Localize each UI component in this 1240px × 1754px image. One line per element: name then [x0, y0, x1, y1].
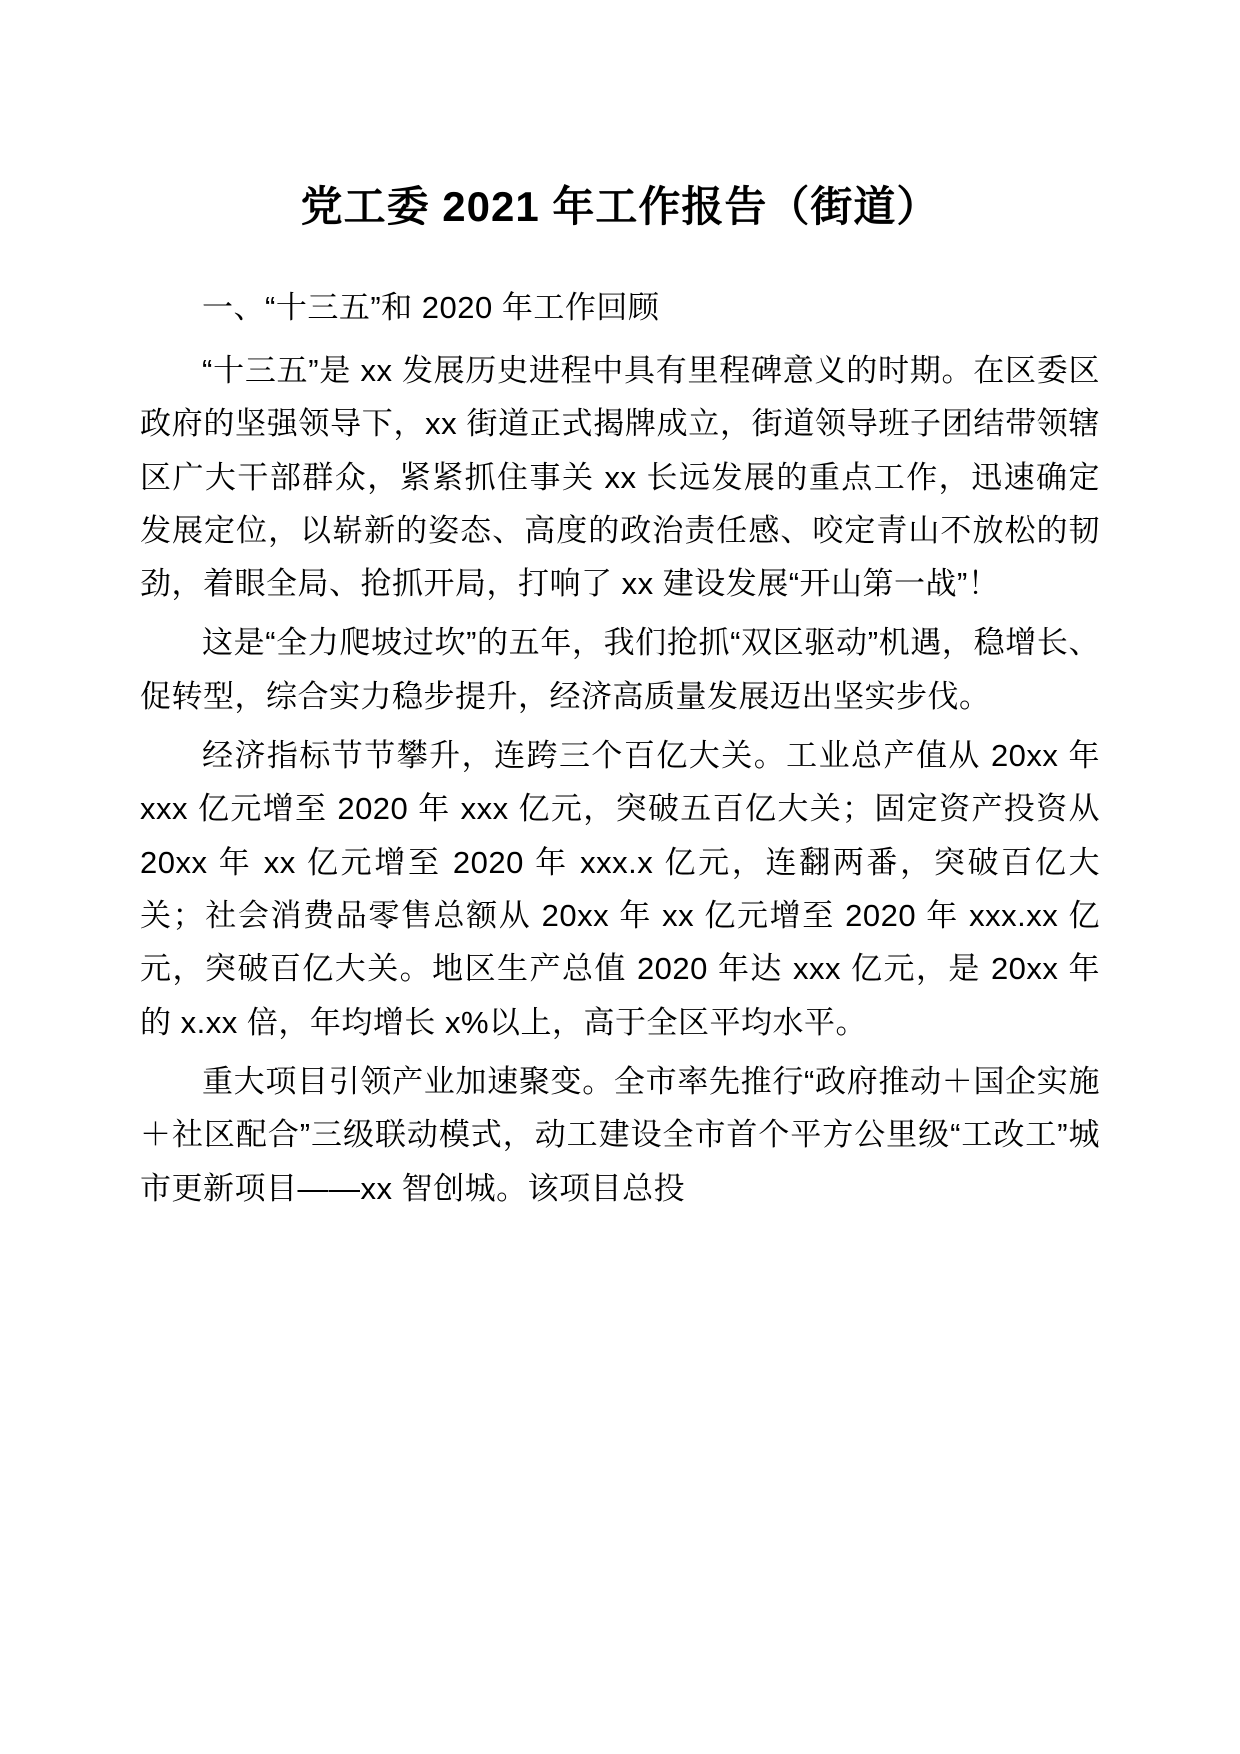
body-paragraph-4: 重大项目引领产业加速聚变。全市率先推行“政府推动＋国企实施＋社区配合”三级联动模式，动工建设全市首个平方公里级“工改工”城市更新项目——xx 智创城。该项目总投 [140, 1063, 1100, 1206]
body-paragraph-1: “十三五”是 xx 发展历史进程中具有里程碑意义的时期。在区委区政府的坚强领导下，xx 街道正式揭牌成立，街道领导班子团结带领辖区广大干部群众，紧紧抓住事关 xx 长远发展的重点工作，迅速确定发展定位，以崭新的姿态、高度的政治责任感、咬定青山不放松的韧劲，着眼全局、抢抓开局，打响了 xx 建设发展“开山第一战”！ [140, 352, 1100, 602]
page-title: 党工委 2021 年工作报告（街道） [300, 183, 940, 230]
body-paragraph-2: 这是“全力爬坡过坎”的五年，我们抢抓“双区驱动”机遇，稳增长、促转型，综合实力稳步提升，经济高质量发展迈出坚实步伐。 [140, 625, 1100, 714]
body-paragraph-3: 经济指标节节攀升，连跨三个百亿大关。工业总产值从 20xx 年 xxx 亿元增至 2020 年 xxx 亿元，突破五百亿大关；固定资产投资从 20xx 年 xx 亿元增至 2020 年 xxx.x 亿元，连翻两番，突破百亿大关；社会消费品零售总额从 20xx 年 xx 亿元增至 2020 年 xxx.xx 亿元，突破百亿大关。地区生产总值 2020 年达 xxx 亿元，是 20xx 年的 x.xx 倍，年均增长 x%以上，高于全区平均水平。 [140, 738, 1100, 1040]
section-heading-paragraph: 一、“十三五”和 2020 年工作回顾 [202, 289, 660, 325]
